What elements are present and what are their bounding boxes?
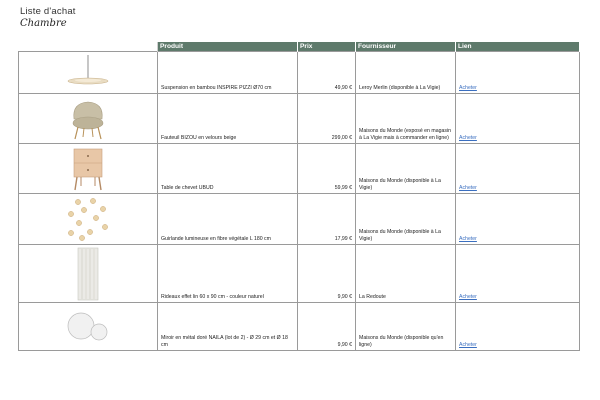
product-name: Table de chevet UBUD (158, 144, 298, 194)
product-price: 9,90 € (298, 303, 356, 351)
product-price: 299,00 € (298, 94, 356, 144)
garland-icon (63, 196, 113, 242)
table-row (19, 245, 580, 303)
product-supplier: Leroy Merlin (disponible à La Vigie) (356, 52, 456, 94)
nightstand-icon (68, 146, 108, 192)
buy-link[interactable]: Acheter (459, 293, 477, 300)
buy-link[interactable]: Acheter (459, 235, 477, 242)
product-image-cell (19, 94, 158, 144)
product-supplier: Maisons du Monde (exposé en magasin à La Vigie mais à commander en ligne) (356, 94, 456, 144)
table-row (19, 94, 580, 144)
header-price: Prix (298, 42, 356, 52)
table-header-row (19, 42, 580, 52)
product-name: Fauteuil BIZOU en velours beige (158, 94, 298, 144)
product-link-cell (456, 303, 580, 351)
table-row (19, 144, 580, 194)
product-price: 9,90 € (298, 245, 356, 303)
product-price: 49,90 € (298, 52, 356, 94)
product-supplier: Maisons du Monde (disponible à La Vigie) (356, 144, 456, 194)
buy-link[interactable]: Acheter (459, 341, 477, 348)
product-image-cell (19, 144, 158, 194)
product-name: Miroir en métal doré NAILA (lot de 2) - Ø 29 cm et Ø 18 cm (158, 303, 298, 351)
product-supplier: Maisons du Monde (disponible à La Vigie) (356, 194, 456, 245)
header-product: Produit (158, 42, 298, 52)
product-price: 17,99 € (298, 194, 356, 245)
product-name: Rideaux effet lin 60 x 90 cm - couleur naturel (158, 245, 298, 303)
header-link: Lien (456, 42, 580, 52)
product-link-cell (456, 144, 580, 194)
pendant-lamp-icon (58, 55, 118, 91)
product-supplier: La Redoute (356, 245, 456, 303)
product-link-cell (456, 194, 580, 245)
product-name: Guirlande lumineuse en fibre végétale L 180 cm (158, 194, 298, 245)
curtain-icon (75, 247, 101, 301)
table-row (19, 52, 580, 94)
product-name: Suspension en bambou INSPIRE PIZZI Ø70 cm (158, 52, 298, 94)
armchair-icon (66, 97, 110, 141)
product-link-cell (456, 94, 580, 144)
page-header (20, 6, 76, 30)
product-link-cell (456, 245, 580, 303)
table-row (19, 303, 580, 351)
mirror-icon (63, 307, 113, 347)
buy-link[interactable]: Acheter (459, 184, 477, 191)
buy-link[interactable]: Acheter (459, 84, 477, 91)
product-image-cell (19, 194, 158, 245)
product-price: 59,99 € (298, 144, 356, 194)
product-image-cell (19, 245, 158, 303)
header-image (19, 42, 158, 52)
table-row (19, 194, 580, 245)
product-image-cell (19, 52, 158, 94)
product-image-cell (19, 303, 158, 351)
header-supplier: Fournisseur (356, 42, 456, 52)
page-title: Liste d'achat (20, 6, 76, 17)
product-supplier: Maisons du Monde (disponible qu'en ligne) (356, 303, 456, 351)
page-subtitle: Chambre (20, 18, 67, 29)
shopping-list-table (18, 42, 580, 351)
buy-link[interactable]: Acheter (459, 134, 477, 141)
product-link-cell (456, 52, 580, 94)
